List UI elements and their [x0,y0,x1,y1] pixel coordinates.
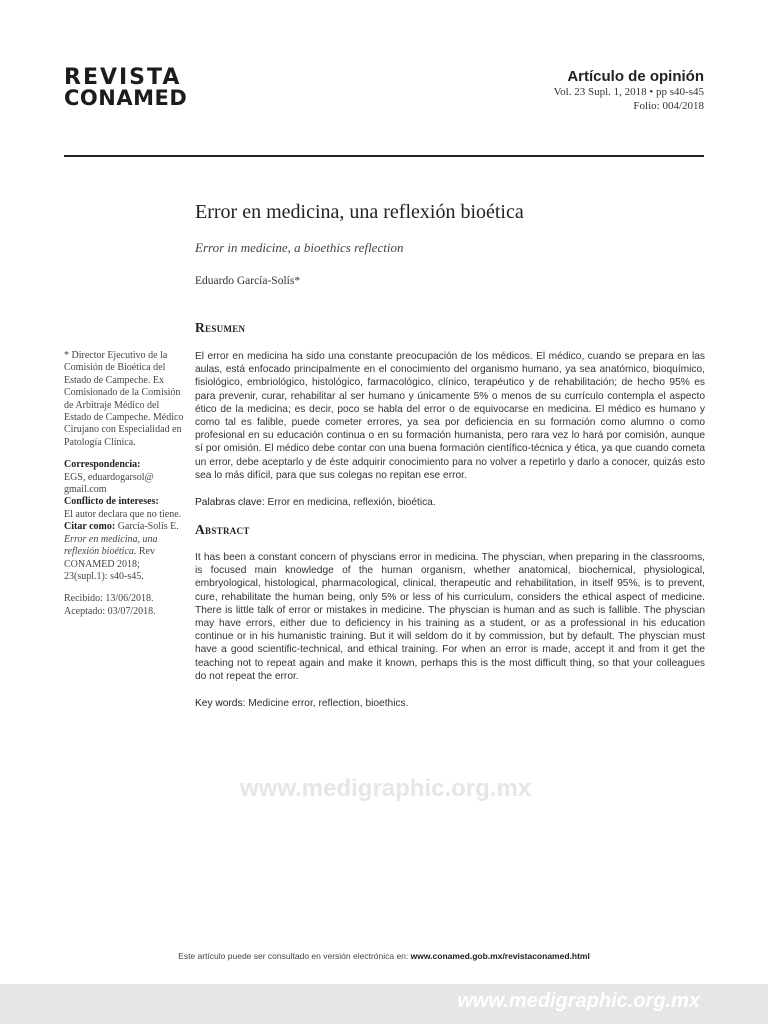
citation-source: . Rev CONAMED 2018; 23(supl.1): s40-s45. [64,546,155,582]
article-author: Eduardo García-Solís* [195,275,301,287]
key-words-value: Medicine error, reflection, bioethics. [248,698,409,709]
key-words-label: Key words: [195,698,246,709]
correspondence-block [64,459,184,496]
correspondence-email: EGS, eduardogarsol@ gmail.com [64,471,154,496]
received-date: Recibido: 13/06/2018. [64,593,154,605]
article-subtitle: Error in medicine, a bioethics reflection [195,240,404,255]
citation-label: Citar como: [64,521,116,533]
footer-band [0,984,768,1024]
journal-logo [64,65,214,110]
palabras-clave [195,497,705,508]
abstract-heading: Abstract [195,522,250,537]
author-sidebar [64,350,184,618]
key-words [195,698,705,709]
watermark-text: www.medigraphic.org.mx [240,775,532,802]
palabras-clave-label: Palabras clave: [195,497,265,508]
footer-band-url[interactable]: www.medigraphic.org.mx [457,990,700,1012]
footer-note [0,951,768,961]
author-affiliation: * Director Ejecutivo de la Comisión de Bioética del Estado de Campeche. Ex Comisionado de la Comisión de Arbitraje Médico del Estado de Campeche. Médico Cirujano con Especialidad en Patología Clínica. [64,350,184,448]
header-rule [64,155,704,157]
folio-info: Folio: 004/2018 [633,100,704,112]
footer-url-link[interactable]: www.conamed.gob.mx/revistaconamed.html [410,951,590,961]
palabras-clave-value: Error en medicina, reflexión, bioética. [267,497,436,508]
logo-line-1: REVISTA [64,65,182,90]
conflict-text: El autor declara que no tiene. [64,508,182,520]
accepted-date: Aceptado: 03/07/2018. [64,605,156,617]
abstract-text: It has been a constant concern of physcians error in medicina. The physcian, when preparing in the classrooms, is focused main knowledge of the human organism, whether anatomical, biochemical, physiological, embryological, histological, pharmacological, clinical, therapeutic and rehabilitation, in itself 95%, is to prevent, cure, rehabilitate the human being, only 5% or less of his curriculum, considers the ethical aspect of medicine. There is little talk of error or mistakes in medicine. The physcian is human and as such is fallible. The physcian may have errors, either due to deficiency in his training as a student, or as a professional in his education continue or in his humanistic training. But it will seldom do it by commission, but by default. The physcian must have a good scientific-technical, and ethical training. For when an error is made, accept it and from it get the teaching not to repeat again and make it known, perhaps this is the most difficult thing, so that your colleagues do not repeat the error. [195,552,705,682]
resumen-heading: Resumen [195,320,246,335]
volume-info: Vol. 23 Supl. 1, 2018 • pp s40-s45 [553,86,704,98]
logo-line-2: CONAMED [64,86,188,110]
conflict-block [64,496,184,521]
article-header-meta [554,68,704,113]
article-type: Artículo de opinión [567,68,704,85]
citation-block [64,521,184,583]
citation-authors: García-Solís E. [117,521,179,533]
citation-title: Error en medicina, una reflexión bioética [64,533,158,558]
conflict-label: Conflicto de intereses: [64,496,159,508]
correspondence-label: Correspondencia: [64,459,141,471]
article-title: Error en medicina, una reflexión bioética [195,201,524,223]
footer-note-text: Este artículo puede ser consultado en versión electrónica en: [178,951,409,961]
resumen-text: El error en medicina ha sido una constante preocupación de los médicos. El médico, cuando se prepara en las aulas, está enfocado principalmente en el conocimiento del organismo humano, ya sea anatómico, bioquímico, fisiológico, embriológico, histológico, farmacológico, clínico, terapéutico y de rehabilitación; de hecho 95% es para prevenir, curar, rehabilitar al ser humano y únicamente 5% o menos de su currículo contempla el aspecto ético de la medicina; es decir, poco se habla del error o de equivocarse en medicina. El médico es humano y como tal es falible, puede cometer errores, ya sea por deficiencia en su formación como alumno o como profesional en su educación continua o en su formación humanista, pero rara vez lo hará por comisión, aunque sí por omisión. El médico debe contar con una buena formación científico-técnica y ética, ya que cuando cometa un error, debe aceptarlo y de éste adquirir conocimiento para no volver a repetirlo y darlo a conocer, quizás esto sea lo más difícil, para que sus colegas no repitan ese error. [195,351,705,481]
